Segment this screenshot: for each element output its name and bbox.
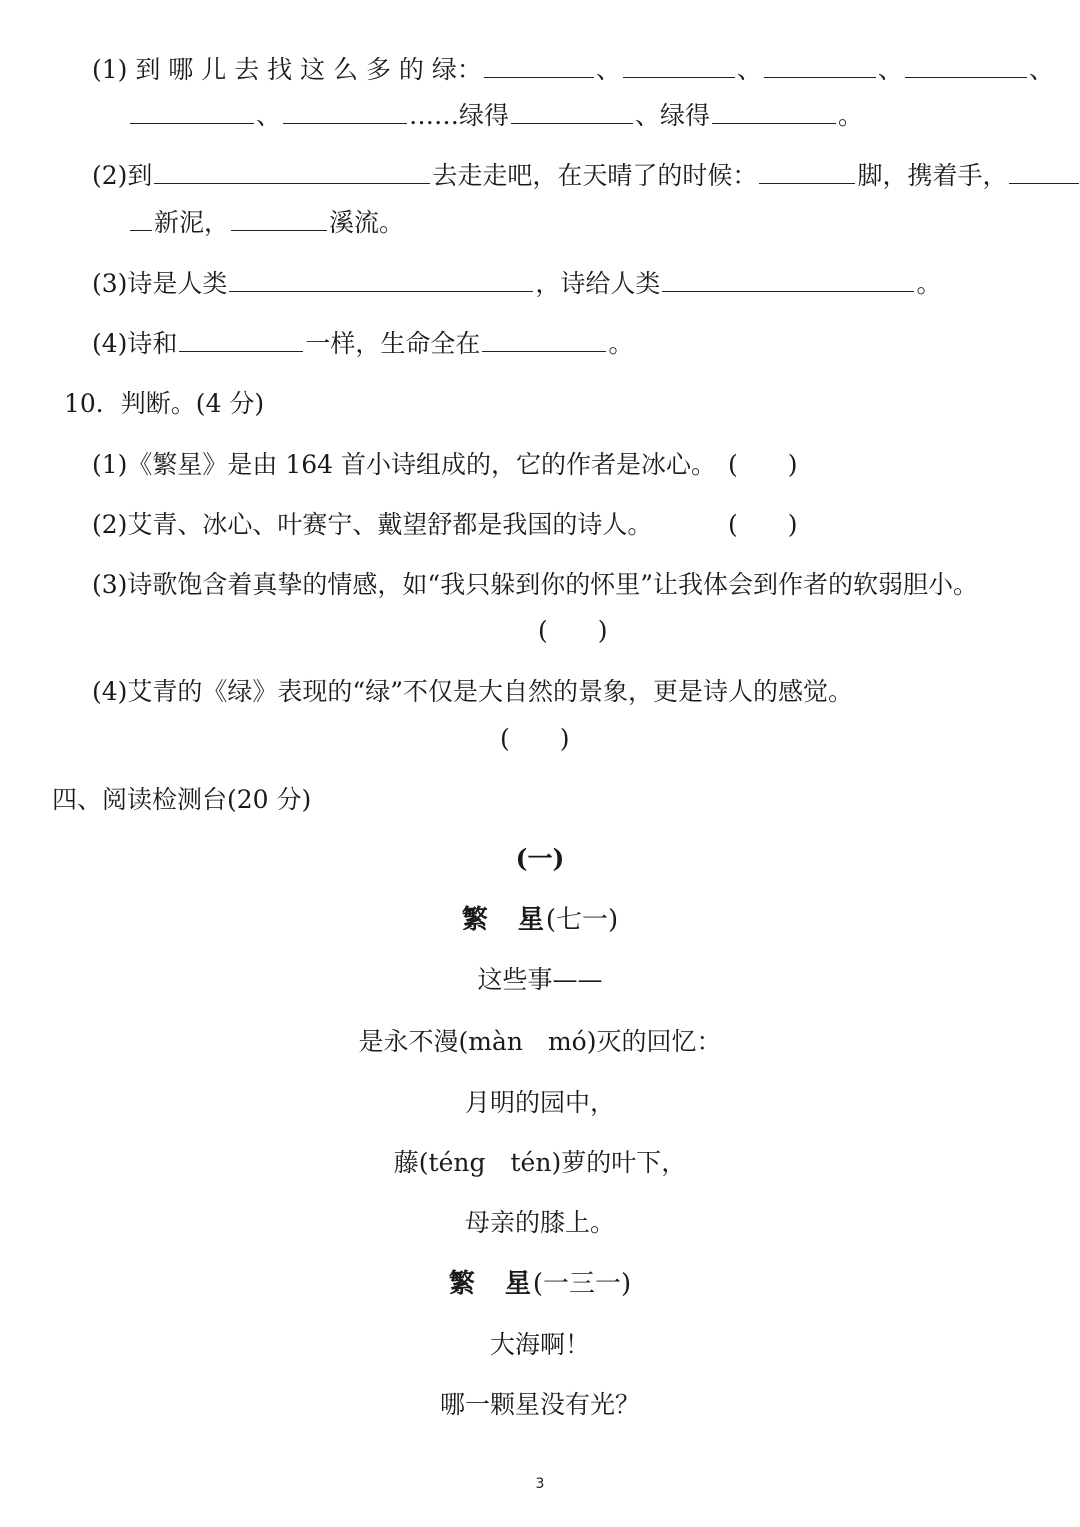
answer-paren[interactable]: ( ) <box>500 724 570 753</box>
answer-blank[interactable] <box>229 269 533 292</box>
answer-blank[interactable] <box>130 101 254 124</box>
answer-blank[interactable] <box>283 101 407 124</box>
answer-blank[interactable] <box>484 55 594 78</box>
judge-item-1 <box>92 447 716 483</box>
judge-item-text: (1)《繁星》是由 164 首小诗组成的，它的作者是冰心。 <box>92 450 717 479</box>
poem2-title <box>0 1266 1080 1302</box>
fill-q3-line <box>92 266 941 302</box>
poem-number: (一三一) <box>532 1269 632 1299</box>
poem-line: 藤(téng tén)萝的叶下， <box>393 1148 687 1177</box>
fill-q1-prefix: (1) 到 哪 儿 去 找 这 么 多 的 绿： <box>92 55 482 84</box>
fill-q1-end: 。 <box>838 101 864 130</box>
judge-item-text: (3)诗歌饱含着真挚的情感，如“我只躲到你的怀里”让我体会到作者的软弱胆小。 <box>92 570 978 599</box>
answer-paren[interactable]: ( ) <box>538 616 608 645</box>
reading-heading: 四、阅读检测台(20 分) <box>52 785 312 814</box>
answer-paren[interactable]: ( ) <box>728 510 798 539</box>
fill-q3-prefix: (3)诗是人类 <box>92 269 228 298</box>
reading-part-label: (一) <box>515 844 565 873</box>
poem-title-text: 繁 星 <box>461 905 546 935</box>
fill-q2-text4: 溪流。 <box>329 208 405 237</box>
answer-blank[interactable] <box>662 269 914 292</box>
poem-title-text: 繁 星 <box>448 1269 533 1299</box>
answer-blank[interactable] <box>712 101 836 124</box>
answer-blank[interactable] <box>759 161 855 184</box>
separator: 、 <box>1028 55 1054 84</box>
poem-line: 母亲的膝上。 <box>464 1208 615 1237</box>
poem-line: 哪一颗星没有光？ <box>439 1390 640 1419</box>
fill-q1-mid: ……绿得 <box>409 101 510 130</box>
fill-q2-text1: 去走走吧，在天晴了的时候： <box>432 161 758 190</box>
fill-q2-line1 <box>92 158 1080 194</box>
poem-line: 这些事—— <box>477 965 603 994</box>
poem-line: 大海啊！ <box>489 1330 590 1359</box>
fill-q3-end: 。 <box>916 269 942 298</box>
judge-item-4 <box>92 674 853 710</box>
fill-q3-mid: ，诗给人类 <box>535 269 661 298</box>
separator: 、 <box>256 101 282 130</box>
fill-q4-prefix: (4)诗和 <box>92 329 178 358</box>
answer-blank[interactable] <box>154 161 430 184</box>
fill-q1-sep2: 、绿得 <box>635 101 711 130</box>
judge-item-text: (2)艾青、冰心、叶赛宁、戴望舒都是我国的诗人。 <box>92 510 653 539</box>
fill-q2-prefix: (2)到 <box>92 161 153 190</box>
answer-blank[interactable] <box>482 329 606 352</box>
fill-q4-mid: 一样，生命全在 <box>305 329 481 358</box>
fill-q1-line2 <box>128 98 863 134</box>
poem-number: (七一) <box>545 905 619 935</box>
separator: 、 <box>736 55 762 84</box>
fill-q4-end: 。 <box>608 329 634 358</box>
judge-item-2 <box>92 507 652 543</box>
answer-blank[interactable] <box>231 208 327 231</box>
answer-blank[interactable] <box>511 101 633 124</box>
judge-item-text: (4)艾青的《绿》表现的“绿”不仅是大自然的景象，更是诗人的感觉。 <box>92 677 853 706</box>
fill-q2-line2 <box>128 205 404 241</box>
separator: 、 <box>877 55 903 84</box>
answer-blank[interactable] <box>179 329 303 352</box>
poem1-title <box>0 902 1080 938</box>
answer-blank[interactable] <box>1009 161 1079 184</box>
fill-q4-line <box>92 326 633 362</box>
answer-blank[interactable] <box>905 55 1027 78</box>
page-number: 3 <box>535 1476 545 1492</box>
separator: 、 <box>595 55 621 84</box>
judge-heading: 10．判断。(4 分) <box>64 389 265 418</box>
poem-line: 月明的园中， <box>464 1088 615 1117</box>
fill-q2-text3: 新泥， <box>154 208 230 237</box>
answer-blank[interactable] <box>623 55 735 78</box>
judge-item-3 <box>92 567 978 603</box>
poem-line: 是永不漫(màn mó)灭的回忆： <box>358 1027 722 1056</box>
answer-blank[interactable] <box>764 55 876 78</box>
answer-paren[interactable]: ( ) <box>728 450 798 479</box>
fill-q1-line1 <box>92 52 1054 88</box>
fill-q2-text2: 脚，携着手， <box>857 161 1008 190</box>
answer-blank[interactable] <box>130 208 152 231</box>
